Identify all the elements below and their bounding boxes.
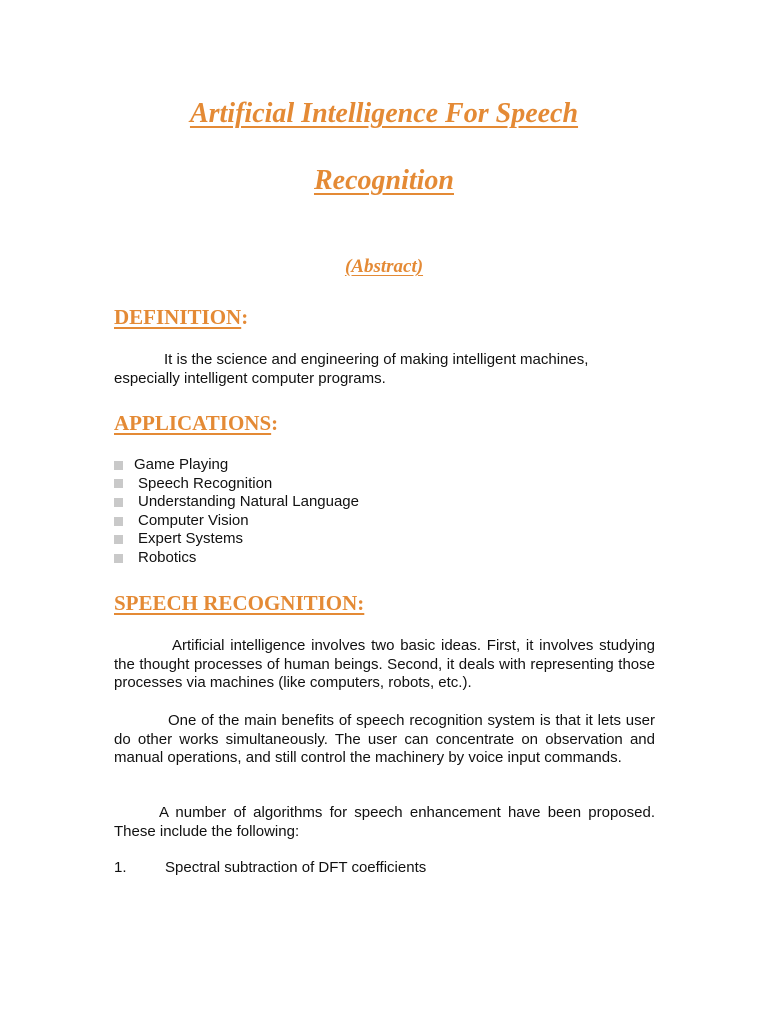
square-bullet-icon [114,535,123,544]
speech-paragraph-3 [114,804,655,841]
document-title-line-2: Recognition [313,165,454,196]
speech-recognition-heading [114,593,364,614]
square-bullet-icon [114,554,123,563]
square-bullet-icon [114,461,123,470]
document-title-line-1: Artificial Intelligence For Speech [189,98,579,129]
definition-paragraph [114,351,655,388]
square-bullet-icon [114,498,123,507]
square-bullet-icon [114,517,123,526]
list-item-text: Spectral subtraction of DFT coefficients [165,859,427,876]
applications-list [114,456,359,568]
list-item [114,530,359,549]
list-item-label: Game Playing [134,456,229,473]
list-item-label: Speech Recognition [138,474,273,492]
document-subtitle: (Abstract) [344,256,424,277]
list-item-number: 1. [114,859,127,876]
definition-text: It is the science and engineering of making intelligent machines, especially intelligent computer programs. [114,351,589,387]
list-item [114,456,359,475]
speech-paragraph-1 [114,637,655,693]
list-item [114,549,359,568]
speech-recognition-heading-text: SPEECH RECOGNITION: [114,591,365,615]
applications-heading-colon: : [271,411,279,435]
numbered-list-item [114,859,426,877]
paragraph-text: One of the main benefits of speech recognition system is that it lets user do other works simultaneously. The user can concentrate on observation and manual operations, and still control the machinery by voice input commands. [114,712,655,766]
list-item-label: Understanding Natural Language [138,493,359,511]
list-item [114,512,359,531]
list-item [114,475,359,494]
definition-heading [114,307,248,328]
list-item-label: Computer Vision [138,511,249,529]
list-item-label: Expert Systems [138,530,244,548]
list-item-label: Robotics [138,548,197,566]
definition-heading-text: DEFINITION [114,305,242,329]
applications-heading-text: APPLICATIONS [114,411,272,435]
definition-heading-colon: : [241,305,249,329]
paragraph-text: Artificial intelligence involves two basic ideas. First, it involves studying the thought processes of human beings. Second, it deals with representing those processes via machines (like computers, robots, etc.). [114,637,655,691]
applications-heading [114,413,278,434]
square-bullet-icon [114,479,123,488]
speech-paragraph-2 [114,712,655,768]
list-item [114,493,359,512]
paragraph-text: A number of algorithms for speech enhancement have been proposed. These include the following: [114,804,655,840]
